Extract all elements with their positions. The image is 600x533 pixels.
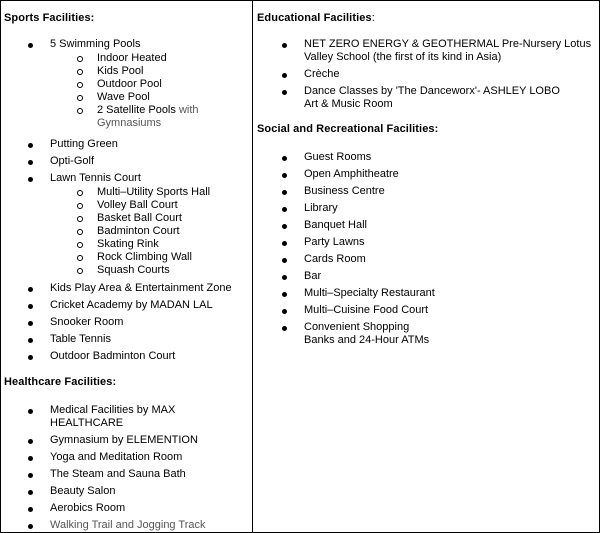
item-label: Bar <box>304 270 322 282</box>
social-list <box>257 151 597 347</box>
item-label-cont: Valley School (the first of its kind in Asia) <box>304 51 502 63</box>
item-label: Multi–Cuisine Food Court <box>304 304 429 316</box>
educational-heading-colon: : <box>371 12 375 24</box>
bullet-icon <box>28 43 33 48</box>
list-item <box>4 451 250 464</box>
item-label: Library <box>304 202 338 214</box>
bullet-icon <box>28 177 33 182</box>
list-item <box>257 185 597 198</box>
bullet-icon <box>28 490 33 495</box>
sub-item-label: Wave Pool <box>97 91 150 103</box>
list-item <box>4 138 250 151</box>
list-item <box>4 468 250 481</box>
list-item <box>257 168 597 181</box>
item-label: Aerobics Room <box>50 502 126 514</box>
sports-list <box>4 38 250 363</box>
list-item <box>4 502 250 515</box>
list-item <box>257 68 597 81</box>
bullet-icon <box>28 456 33 461</box>
sub-item-label: Badminton Court <box>97 225 180 237</box>
bullet-icon <box>282 309 287 314</box>
circle-bullet-icon <box>77 56 83 62</box>
list-item <box>257 253 597 266</box>
item-label: Snooker Room <box>50 316 124 328</box>
bullet-icon <box>282 326 287 331</box>
bullet-icon <box>28 507 33 512</box>
pools-sublist <box>4 52 250 130</box>
circle-bullet-icon <box>77 190 83 196</box>
bullet-icon <box>282 73 287 78</box>
sub-item <box>4 199 250 212</box>
column-divider <box>252 1 253 532</box>
item-label: The Steam and Sauna Bath <box>50 468 186 480</box>
item-label: Beauty Salon <box>50 485 116 497</box>
list-item <box>257 151 597 164</box>
circle-bullet-icon <box>77 108 83 114</box>
educational-list <box>257 38 597 111</box>
circle-bullet-icon <box>77 268 83 274</box>
pools-label: 5 Swimming Pools <box>50 38 141 50</box>
healthcare-heading: Healthcare Facilities: <box>4 376 117 388</box>
bullet-icon <box>28 355 33 360</box>
item-label: Cards Room <box>304 253 366 265</box>
right-column <box>257 1 597 347</box>
list-item <box>4 155 250 168</box>
circle-bullet-icon <box>77 242 83 248</box>
list-item <box>4 350 250 363</box>
item-label: Guest Rooms <box>304 151 372 163</box>
item-label: Party Lawns <box>304 236 365 248</box>
list-item <box>257 270 597 283</box>
sub-item-label: Basket Ball Court <box>97 212 182 224</box>
list-item <box>4 519 250 532</box>
sub-item-label: Rock Climbing Wall <box>97 251 192 263</box>
list-item <box>4 172 250 277</box>
item-label: NET ZERO ENERGY & GEOTHERMAL Pre-Nursery Lotus <box>304 38 592 50</box>
bullet-icon <box>28 473 33 478</box>
list-item <box>257 85 597 111</box>
sub-item <box>4 91 250 104</box>
bullet-icon <box>28 304 33 309</box>
circle-bullet-icon <box>77 216 83 222</box>
item-label: Kids Play Area & Entertainment Zone <box>50 282 232 294</box>
item-label: Open Amphitheatre <box>304 168 399 180</box>
item-label: Opti-Golf <box>50 155 95 167</box>
list-item <box>4 38 250 130</box>
sub-item <box>4 65 250 78</box>
item-label-cont: Art & Music Room <box>304 98 393 110</box>
sub-item <box>4 264 250 277</box>
list-item <box>257 304 597 317</box>
item-label: Putting Green <box>50 138 118 150</box>
bullet-icon <box>282 275 287 280</box>
list-item <box>257 202 597 215</box>
item-label: Medical Facilities by MAX HEALTHCARE <box>50 404 176 429</box>
item-label: Convenient Shopping <box>304 321 410 333</box>
circle-bullet-icon <box>77 69 83 75</box>
sub-item <box>4 78 250 91</box>
bullet-icon <box>28 143 33 148</box>
bullet-icon <box>282 90 287 95</box>
bullet-icon <box>282 224 287 229</box>
sub-item-label: 2 Satellite Pools <box>97 104 176 116</box>
bullet-icon <box>28 338 33 343</box>
circle-bullet-icon <box>77 229 83 235</box>
bullet-icon <box>28 287 33 292</box>
list-item <box>4 333 250 346</box>
list-item <box>4 485 250 498</box>
sub-item-label: Outdoor Pool <box>97 78 162 90</box>
list-item <box>4 316 250 329</box>
item-label: Dance Classes by 'The Danceworx'- ASHLEY LOBO <box>304 85 560 97</box>
sub-item <box>4 212 250 225</box>
left-column <box>4 1 250 532</box>
circle-bullet-icon <box>77 95 83 101</box>
list-item <box>257 287 597 300</box>
sub-item <box>4 251 250 264</box>
sub-item <box>4 104 250 130</box>
tennis-sublist <box>4 186 250 277</box>
bullet-icon <box>282 292 287 297</box>
list-item <box>4 404 250 430</box>
healthcare-list <box>4 404 250 532</box>
bullet-icon <box>282 190 287 195</box>
bullet-icon <box>282 258 287 263</box>
circle-bullet-icon <box>77 82 83 88</box>
bullet-icon <box>282 207 287 212</box>
sub-item-label: Skating Rink <box>97 238 159 250</box>
bullet-icon <box>28 439 33 444</box>
list-item <box>4 282 250 295</box>
list-item <box>257 321 597 347</box>
tennis-label: Lawn Tennis Court <box>50 172 141 184</box>
item-label: Multi–Specialty Restaurant <box>304 287 435 299</box>
list-item <box>257 38 597 64</box>
list-item <box>4 434 250 447</box>
bullet-icon <box>282 173 287 178</box>
social-heading: Social and Recreational Facilities: <box>257 123 439 135</box>
sub-item-label-cont: with Gymnasiums <box>97 104 199 129</box>
item-label-cont: Banks and 24-Hour ATMs <box>304 334 430 346</box>
circle-bullet-icon <box>77 203 83 209</box>
sub-item-label: Volley Ball Court <box>97 199 178 211</box>
item-label: Gymnasium by ELEMENTION <box>50 434 198 446</box>
circle-bullet-icon <box>77 255 83 261</box>
item-label: Yoga and Meditation Room <box>50 451 183 463</box>
list-item <box>257 236 597 249</box>
bullet-icon <box>28 160 33 165</box>
item-label: Walking Trail and Jogging Track <box>50 519 206 531</box>
item-label: Cricket Academy by MADAN LAL <box>50 299 213 311</box>
list-item <box>4 299 250 312</box>
bullet-icon <box>28 524 33 529</box>
sports-heading: Sports Facilities: <box>4 12 95 24</box>
educational-heading <box>257 11 597 25</box>
bullet-icon <box>282 156 287 161</box>
sub-item <box>4 186 250 199</box>
bullet-icon <box>28 321 33 326</box>
item-label: Outdoor Badminton Court <box>50 350 176 362</box>
sub-item-label: Kids Pool <box>97 65 144 77</box>
item-label: Business Centre <box>304 185 385 197</box>
bullet-icon <box>282 241 287 246</box>
item-label: Table Tennis <box>50 333 111 345</box>
sub-item-label: Squash Courts <box>97 264 170 276</box>
sub-item <box>4 52 250 65</box>
sub-item-label: Indoor Heated <box>97 52 167 64</box>
sub-item-label: Multi–Utility Sports Hall <box>97 186 211 198</box>
educational-heading-text: Educational Facilities <box>257 12 372 24</box>
sub-item <box>4 238 250 251</box>
bullet-icon <box>28 409 33 414</box>
sub-item <box>4 225 250 238</box>
list-item <box>257 219 597 232</box>
item-label: Crèche <box>304 68 340 80</box>
item-label: Banquet Hall <box>304 219 367 231</box>
bullet-icon <box>282 43 287 48</box>
